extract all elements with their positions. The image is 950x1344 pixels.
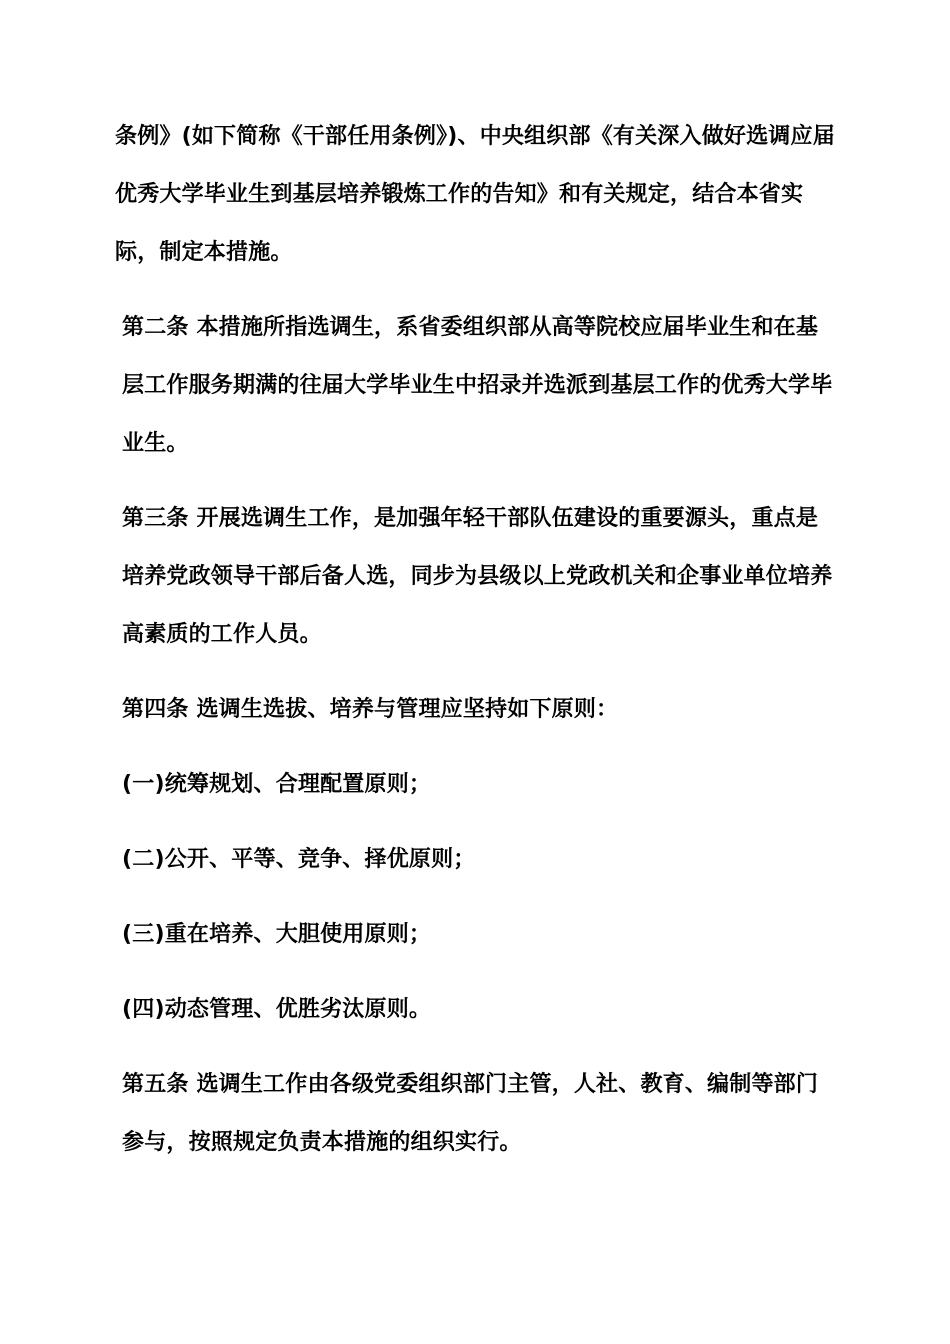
principle-item-4: (四)动态管理、优胜劣汰原则。 — [122, 997, 432, 1022]
principle-item-2: (二)公开、平等、竞争、择优原则； — [122, 847, 476, 872]
paragraph-article-4: 第四条 选调生选拔、培养与管理应坚持如下原则： — [122, 697, 619, 722]
principle-item-3: (三)重在培养、大胆使用原则； — [122, 922, 432, 947]
paragraph-article-3: 第三条 开展选调生工作，是加强年轻干部队伍建设的重要源头，重点是培养党政领导干部后备人选，同步为县级以上党政机关和企事业单位培养高素质的工作人员。 — [122, 506, 833, 647]
paragraph-preamble-continuation: 条例》(如下简称《干部任用条例》)、中央组织部《有关深入做好选调应届优秀大学毕业生到基层培养锻炼工作的告知》和有关规定，结合本省实际，制定本措施。 — [115, 124, 835, 265]
principle-item-1: (一)统筹规划、合理配置原则； — [122, 772, 432, 797]
document-body — [115, 108, 837, 1172]
paragraph-article-2: 第二条 本措施所指选调生，系省委组织部从高等院校应届毕业生和在基层工作服务期满的往届大学毕业生中招录并选派到基层工作的优秀大学毕业生。 — [122, 315, 833, 456]
paragraph-article-5: 第五条 选调生工作由各级党委组织部门主管，人社、教育、编制等部门参与，按照规定负责本措施的组织实行。 — [122, 1072, 819, 1155]
